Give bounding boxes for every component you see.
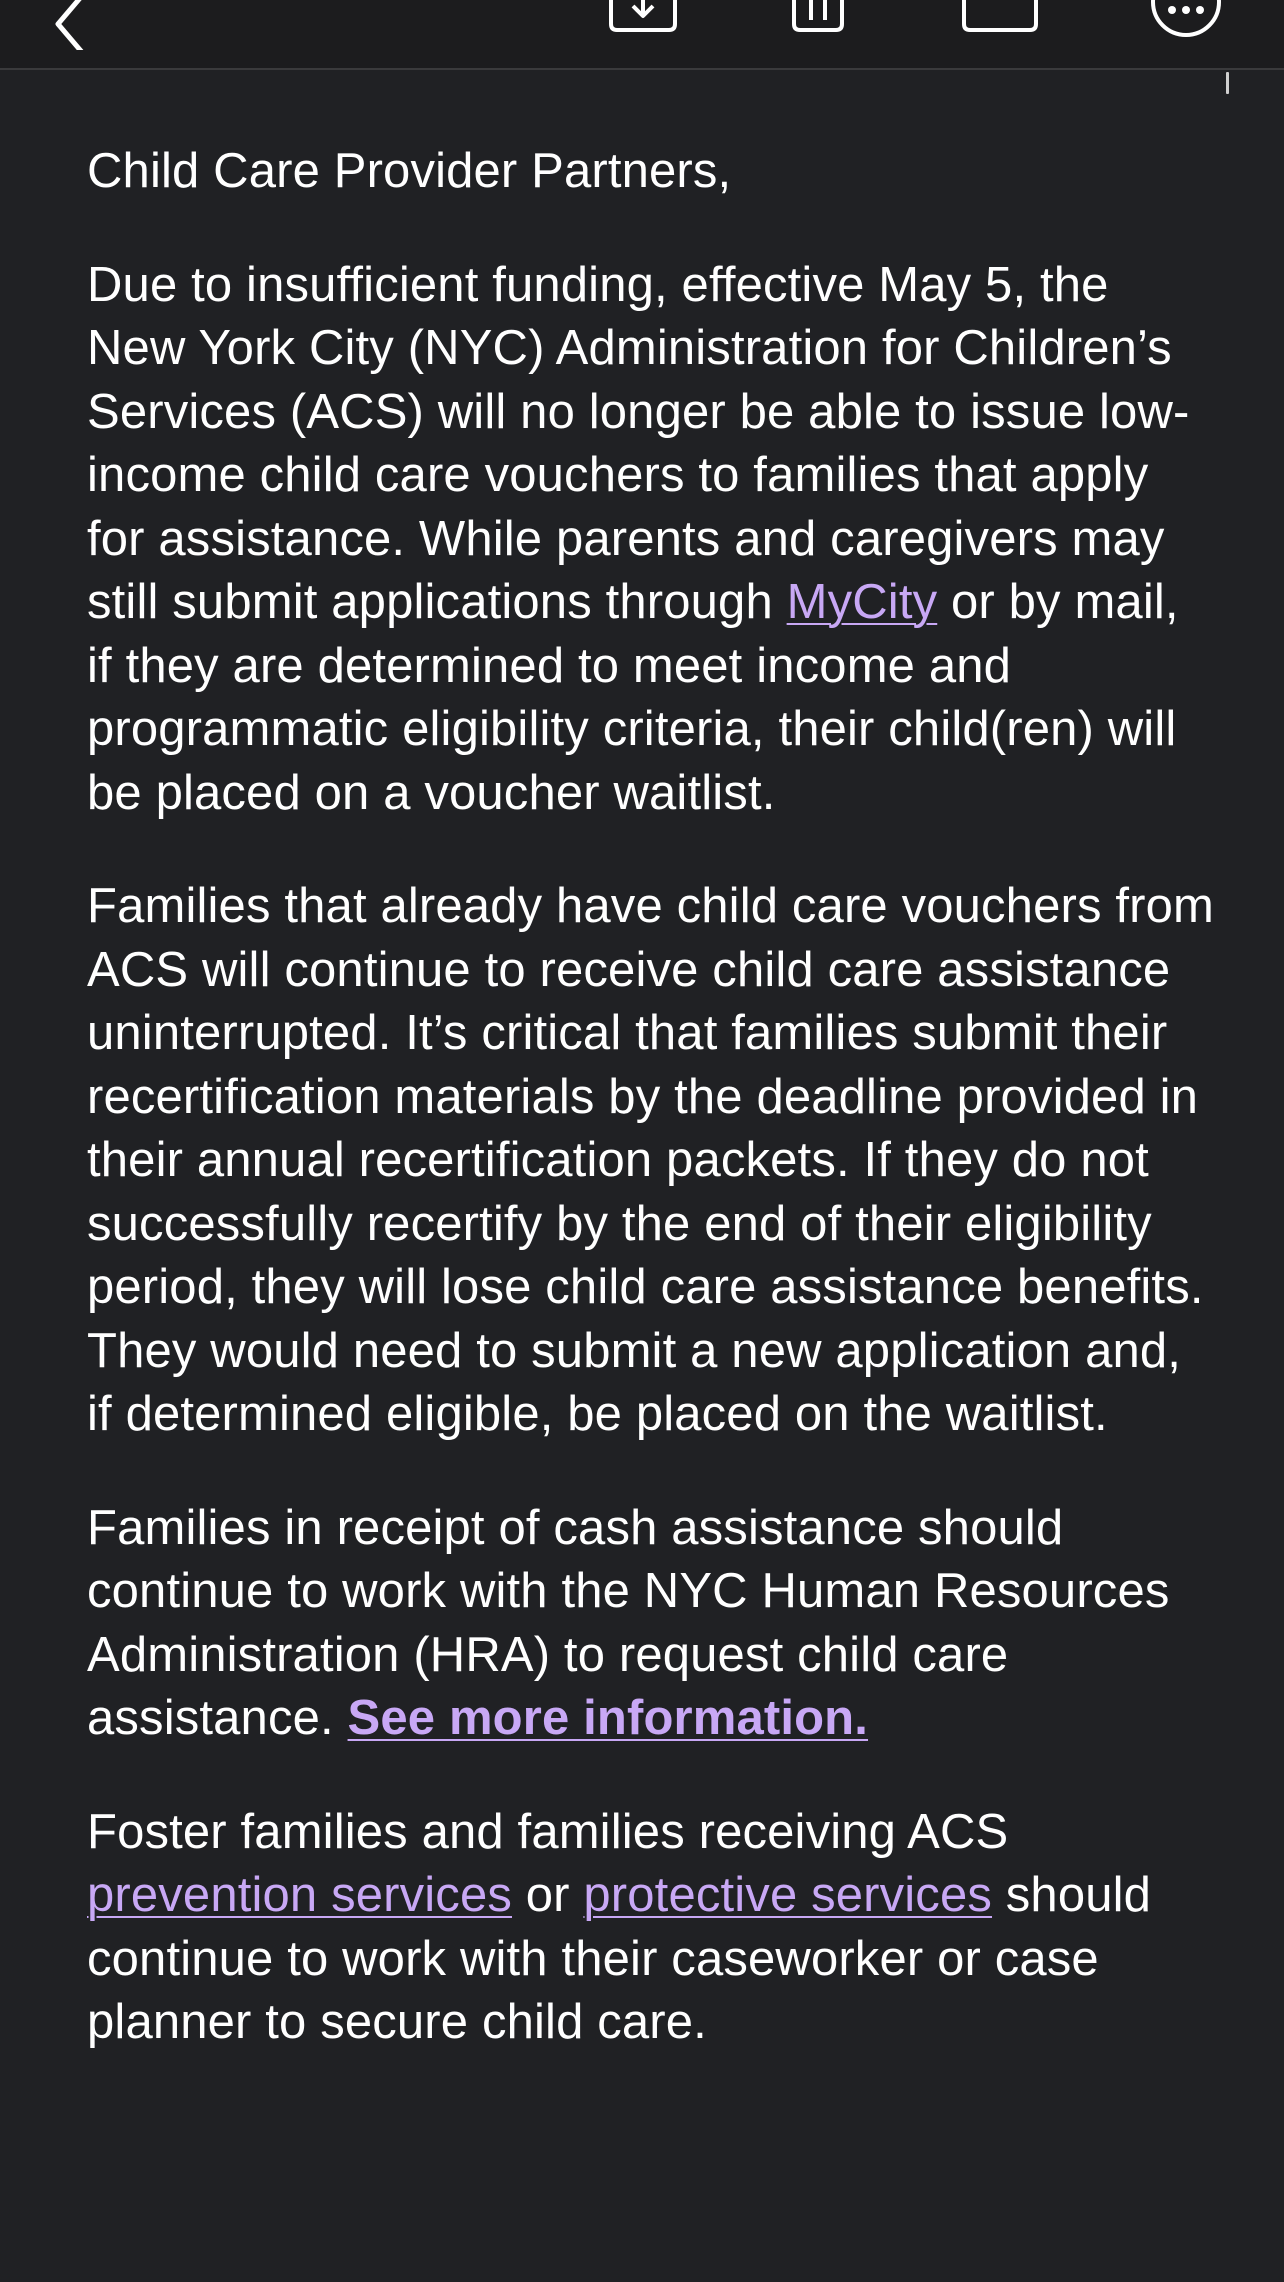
paragraph-foster-text-2: or xyxy=(512,1868,584,1922)
folder-icon[interactable] xyxy=(960,0,1040,34)
paragraph-foster-text-3: should continue to work with their caseworker or case planner to secure child care. xyxy=(87,1868,1152,2049)
see-more-information-link[interactable]: See more information. xyxy=(347,1691,869,1745)
protective-services-link[interactable]: protective services xyxy=(583,1868,993,1922)
paragraph-funding xyxy=(87,254,1217,826)
paragraph-cash-assistance xyxy=(87,1497,1217,1751)
paragraph-recertification: Families that already have child care vouchers from ACS will continue to receive child care assistance uninterrupted. It’s critical that families submit their recertification materials by the deadline provided in their annual recertification packets. If they do not successfully recertify by the end of their eligibility period, they will lose child care assistance benefits. They would need to submit a new application and, if determined eligible, be placed on the waitlist. xyxy=(87,879,1214,1441)
scroll-indicator[interactable] xyxy=(1226,72,1229,94)
trash-icon[interactable] xyxy=(790,0,846,34)
download-icon[interactable] xyxy=(607,0,679,34)
mycity-link[interactable]: MyCity xyxy=(786,575,938,629)
more-icon[interactable] xyxy=(1148,0,1224,40)
paragraph-foster-text-1: Foster families and families receiving ACS xyxy=(87,1804,1009,1859)
email-greeting: Child Care Provider Partners, xyxy=(87,144,732,198)
paragraph-funding-text-1: Due to insufficient funding, effective May 5, the New York City (NYC) Administration for Children’s Services (ACS) will no longer be able to issue low-income child care vouchers to families that apply for assistance. While parents and caregivers may still submit applications through xyxy=(87,257,1190,629)
email-body xyxy=(87,140,1217,2105)
paragraph-cash-text: Families in receipt of cash assistance should continue to work with the NYC Human Resources Administration (HRA) to request child care assistance. xyxy=(87,1500,1170,1745)
back-chevron-icon[interactable] xyxy=(40,0,100,50)
top-toolbar xyxy=(0,0,1284,70)
prevention-services-link[interactable]: prevention services xyxy=(87,1868,512,1922)
paragraph-foster-families xyxy=(87,1801,1217,2055)
paragraph-funding-text-2: or by mail, if they are determined to meet income and programmatic eligibility criteria, their child(ren) will be placed on a voucher waitlist. xyxy=(87,575,1179,820)
